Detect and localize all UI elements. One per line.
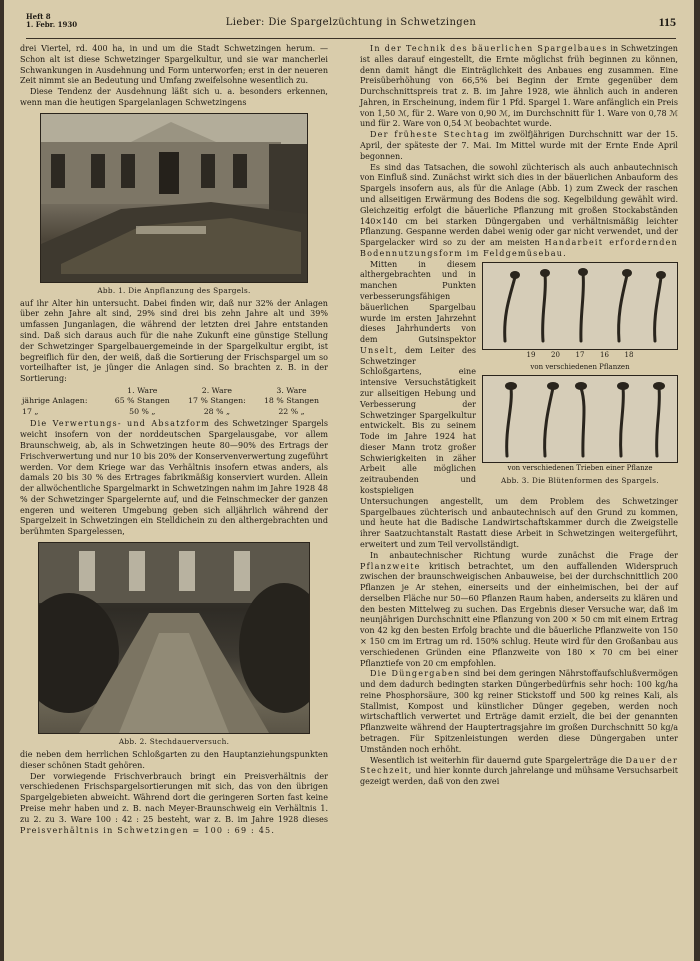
paragraph-text: Der vorwiegende Frischverbrauch bringt ein: [30, 771, 237, 781]
paragraph-text: in Schwetzingen ist alles darauf eingestellt, die Ernte möglichst früh beginnen zu können, denn damit hängt die Einträglichkeit des Anbaues eng zusammen. Eine Preisüberhöhung von 66,5% bei Beginn der Ernte gegenüber dem Durchschnittspreis trat z. B. im Jahre 1928, wie ähnlich auch in anderen Jahren, in Erscheinung, indem für 1 Pfd. Spargel 1. Ware anfänglich ein Preis von 1,50 ℳ, für 2. Ware von 0,90 ℳ, im Durchschnitt für 1. Ware von 0,78 ℳ und für 2. Ware von 0,54 ℳ beobachtet wurde.: [360, 44, 678, 129]
paragraph: [20, 419, 328, 538]
plant-number: 20: [551, 350, 560, 359]
page-header: [26, 12, 676, 39]
spaced-term: Dauer der Stechzeit,: [360, 755, 678, 776]
paragraph: [360, 163, 678, 260]
spaced-lead: Die Düngergaben: [370, 669, 461, 679]
paragraph: Diese Tendenz der Ausdehnung läßt sich u. a. besonders erkennen, wenn man die heutigen Spargelanlagen Schwetzingens: [20, 87, 328, 107]
paragraph-text: Es sind das Tatsachen, die sowohl züchterisch als auch anbautechnisch von Einfluß sind. Zunächst wirkt sich dies in der bäuerlichen Anbauform des Spargels insofern aus, als für die Anlage (Abb. 1) zum Zweck der raschen und allseitigen Erwärmung des Bodens die sog. Kegelbildung gewählt wird. Gleichzeitig erfolgt die bäuerliche Pflanzung mit großen Stockabständen 140×140 cm bei starken Düngergaben und verhältnismäßig leichter Pflanzung. Gespanne werden dabei wenig oder gar nicht verwendet, und der Spargelacker wird so zu der am meisten: [360, 162, 678, 248]
journal-page: [4, 0, 694, 961]
figure-3-numbers: [482, 351, 678, 360]
row-label: 17 „: [22, 406, 39, 416]
table-cell: 17 % Stangen:: [188, 396, 246, 406]
table-cell: 28 % „: [203, 406, 231, 416]
plant-number: 17: [575, 350, 585, 359]
flower-stems-graphic: [483, 263, 677, 349]
table-cell: 18 % Stangen: [263, 396, 320, 406]
paragraph: [360, 551, 678, 670]
figure-harvest-trial-photo: [38, 542, 310, 734]
paragraph: [360, 669, 678, 755]
figure-3: [482, 262, 678, 489]
paragraph-text: des Schwetzinger Spargels weicht insofern von der norddeutschen Spargelausgabe, vor allem Braunschweig, ab, als in Schwetzingen heute 80—90% des Ertrags der Frischverwertung und nur 10 bis 20% der Konservenverwertung zugeführt werden. Vor dem Kriege war das Verhältnis insofern etwas anders, als damals 20 bis 30 % des Ertrages fabrikmäßig konserviert wurden. Allein der allwöchentliche Spargelmarkt in Schwetzingen nahm im Jahre 1928 48 % der Schwetzinger Spargelernte auf, und die Feinschmecker der ganzen engeren und weiteren Umgebung geben sich alljährlich während der Spargelzeit in Schwetzingen ein Stelldichein zu den althergebrachten und berühmten Spargelessen,: [20, 419, 328, 537]
paragraph: auf ihr Alter hin untersucht. Dabei finden wir, daß nur 32% der Anlagen über zehn Jahre alt sind, 29% sind drei bis zehn Jahre alt und 39% umfassen Junganlagen, die während der letzten drei Jahre entstanden sind. Daß sich daraus auch für die nahe Zukunft eine günstige Stellung der Schwetzinger Spargelbauergemeinde in der Spargelkultur ergibt, ist begreiflich für den, der weiß, daß die Sortierung der Frischspargel um so vorteilhafter ist, je jünger die Anlagen sind. So brachten z. B. in der Sortierung:: [20, 298, 328, 384]
spaced-lead: In der Technik des bäuerlichen Spargelbaues: [370, 44, 608, 53]
garden-photo-graphic: [39, 543, 309, 733]
sorting-table: [20, 386, 328, 418]
paragraph-text: und hier konnte durch jahrelange und mühsame Versuchsarbeit gezeigt werden, daß von den zwei: [360, 766, 679, 787]
paragraph-text: Mitten in diesem althergebrachten und in manchen Punkten verbesserungsfähigen bäuerlichen Spargelbau wurde im ersten Jahrzehnt dieses Jahrhunderts von dem Gutsinspektor: [360, 259, 476, 345]
paragraph: drei Viertel, rd. 400 ha, in und um die Stadt Schwetzingen herum. — Schon alt ist diese Schwetzinger Spargelkultur, und sie war mancherlei Schwankungen in Ausdehnung und Form unterworfen; erst in der neueren Zeit nimmt sie an Bedeutung und Umfang zweifelsohne wesentlich zu.: [20, 44, 328, 86]
right-column: [360, 44, 678, 788]
table-header: 3. Ware: [276, 385, 307, 395]
spaced-text: Preisverhältnis in Schwetzingen = 100 : 69 : 45.: [20, 825, 276, 835]
paragraph-text: im zwölfjährigen Durchschnitt war der 15. April, der späteste der 7. Mai. Im Mittel wurde mit der Ernte Ende April begonnen.: [360, 130, 678, 161]
paragraph-text: dem Leiter des Schwetzinger Schloßgartens, eine intensive Versuchstätigkeit zur allseitigen Hebung und Verbesserung der Schwetzinger Spargelkultur entwickelt. Bis zu seinem Tode im Jahre 1924 hat dieser Mann trotz großer Schwierigkeiten in zäher Arbeit alle möglichen zeitraubenden und kostspieligen Untersuchungen angestellt, um dem Problem des Schwetzinger Spargelbaues züchterisch und anbautechnisch auf den Grund zu kommen, und heute hat die Badische Landwirtschaftskammer durch die Zweigstelle ihrer Saatzuchtanstalt Rastatt diese Arbeit in Schwetzingen weitergeführt, erweitert und zum Teil vervollständigt.: [360, 345, 678, 549]
figure-2-caption: Abb. 2. Stechdauerversuch.: [118, 737, 230, 747]
building-photo-graphic: [41, 114, 307, 282]
page-number: 115: [658, 15, 676, 29]
paragraph: [360, 756, 678, 788]
table-header: 1. Ware: [127, 385, 158, 395]
table-header-row: [20, 386, 328, 397]
flower-forms-photo-bottom: [482, 375, 678, 463]
table-cell: 22 % „: [278, 406, 305, 416]
paragraph-text: sind bei dem geringen Nährstoffaufschlußvermögen und dem dadurch bedingten starken Düngerbedürfnis sehr hoch: 100 kg/ha reine Phosphorsäure, 300 kg reiner Stickstoff und 500 kg reines Kali, als Stallmist, Kompost und künstlicher Dünger gegeben, werden noch wirtschaftlich verwertet und Erträge damit erzielt, die bei der genannten Pflanzweite während der Hauptertragsjahre im großen Durchschnitt 50 kg/a betragen. Für Spitzenleistungen werden diese Düngergaben unter Umständen noch erhöht.: [360, 669, 679, 754]
table-cell: 50 % „: [129, 406, 156, 416]
spaced-term: Pflanzweite: [360, 561, 421, 571]
figure-3-subcaption-shoots: von verschiedenen Trieben einer Pflanze: [507, 463, 653, 472]
plant-number: 18: [624, 350, 634, 359]
paragraph: [360, 130, 678, 162]
table-cell: 65 % Stangen: [114, 396, 170, 406]
plant-number: 19: [526, 350, 536, 359]
spaced-text: Handarbeit erfordernden Bodennutzungsform im Feldgemüsebau.: [360, 238, 678, 258]
table-row: [20, 396, 328, 407]
issue-volume: Heft 8: [26, 12, 51, 21]
table-row: [20, 407, 328, 418]
paragraph: [20, 772, 328, 837]
flower-shoots-graphic: [483, 376, 677, 462]
plant-number: 16: [600, 350, 609, 359]
figure-1-caption: Abb. 1. Die Anpflanzung des Spargels.: [97, 285, 251, 295]
spaced-lead: Der früheste Stechtag: [370, 130, 490, 140]
table-header: 2. Ware: [201, 385, 233, 395]
running-title: Lieber: Die Spargelzüchtung in Schwetzingen: [225, 17, 477, 28]
spaced-lead: Die Verwertungs- und Absatzform: [30, 419, 211, 429]
row-label: jährige Anlagen:: [22, 396, 88, 406]
spaced-name: Unselt,: [360, 345, 398, 355]
figure-planting-photo: [40, 113, 308, 283]
paragraph: [360, 44, 678, 130]
figure-3-caption: Abb. 3. Die Blütenformen des Spargels.: [501, 475, 659, 485]
flower-forms-photo-top: [482, 262, 678, 350]
issue-date: 1. Febr. 1930: [26, 20, 78, 29]
paragraph-text: Wesentlich ist weiterhin für dauernd gute Spargelerträge die: [370, 755, 623, 765]
paragraph-text: Preisverhältnis der verschiedenen Frischspargelsortierungen mit sich, das von den übrigen Spargelgebieten abweicht. Während dort die geringeren Sorten fast keine Preise mehr haben und z. B. nach Meyer-Braunschweig ein Verhältnis 1. zu 2. zu 3. Ware 100 : 42 : 25 besteht, war z. B. im Jahre 1928 dieses: [20, 771, 328, 824]
paragraph-text: In anbautechnischer Richtung wurde zunächst die Frage der: [370, 550, 678, 560]
figure-3-subcaption-plants: von verschiedenen Pflanzen: [530, 362, 630, 371]
paragraph-text: kritisch betrachtet, um den auffallenden Widerspruch zwischen der braunschweigischen Anbauweise, bei der durchschnittlich 200 Pflanzen je Ar stehen, einerseits und der einheimischen, bei der auf derselben Fläche nur 50—60 Pflanzen Raum haben, anderseits zu klären und den besten Mittelweg zu suchen. Das Ergebnis dieser Versuche war, daß im neunjährigen Durchschnitt eine Pflanzung von 200 × 50 cm mit einem Ertrag von 42 kg den besten Erfolg brachte und die bäuerliche Pflanzweite von 150 × 150 cm im Ertrag um rd. 150% schlug. Heute wird für den Großanbau aus verschiedenen Gründen eine Pflanzweite von 180 × 70 cm bei einer Pflanztiefe von 20 cm empfohlen.: [360, 561, 678, 668]
left-column: [20, 44, 328, 836]
paragraph: die neben dem herrlichen Schloßgarten zu den Hauptanziehungspunkten dieser schönen Stadt gehören.: [20, 750, 328, 770]
